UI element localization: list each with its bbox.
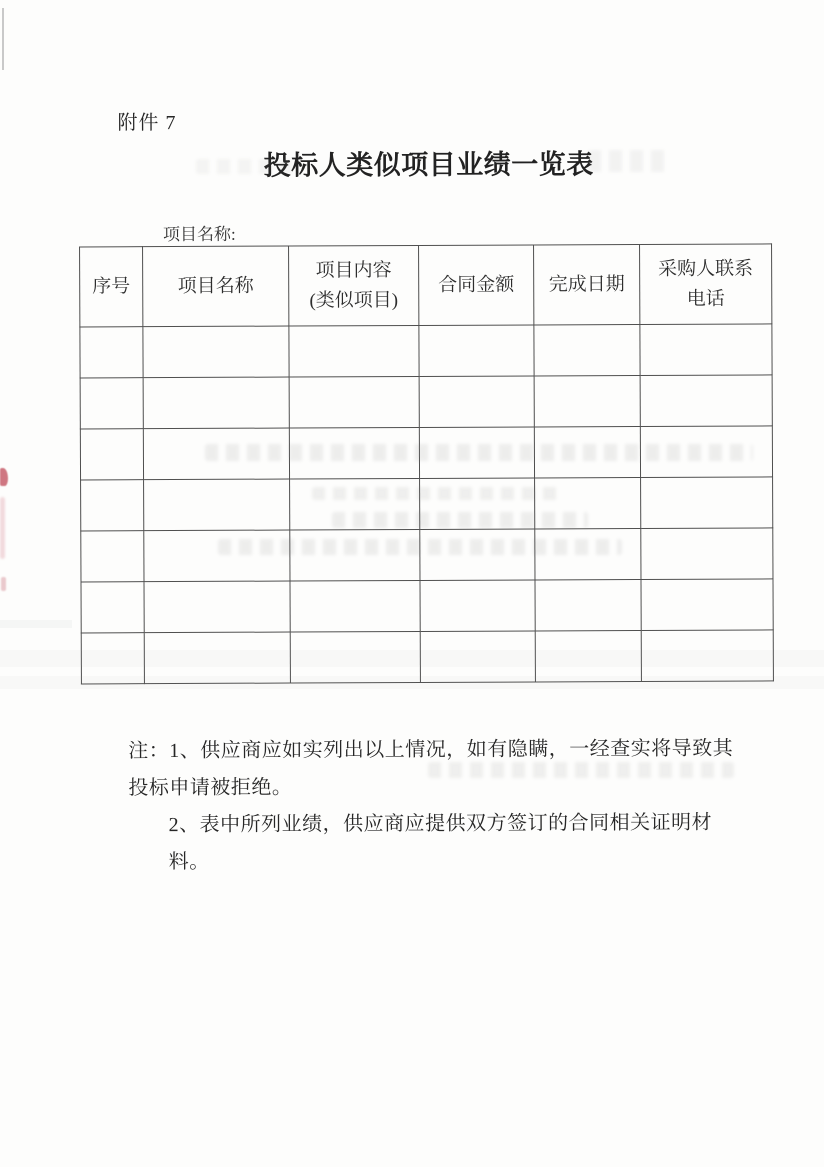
table-row [81,579,773,633]
empty-cell [534,427,640,478]
empty-cell [80,429,143,480]
empty-cell [289,376,419,428]
footnote-line-3: 2、表中所列业绩，供应商应提供双方签订的合同相关证明材料。 [168,811,713,874]
table-row [81,630,773,684]
empty-cell [420,580,535,632]
empty-cell [144,632,290,684]
footnote-line-2: 投标申请被拒绝。 [128,776,293,800]
empty-cell [419,376,534,428]
page-title: 投标人类似项目业绩一览表 [263,149,594,181]
empty-cell [641,477,773,529]
header-contract-amount: 合同金额 [419,245,534,326]
header-purchaser-phone: 采购人联系 电话 [640,244,772,325]
empty-cell [143,326,289,378]
empty-cell [640,375,772,427]
empty-cell [144,479,290,531]
table-row [81,528,773,582]
table-header-row [80,244,772,327]
empty-cell [419,427,534,479]
empty-cell [420,478,535,530]
empty-cell [81,480,144,531]
empty-cell [534,376,640,427]
empty-cell [81,633,144,684]
empty-cell [535,580,641,631]
header-serial-number: 序号 [80,247,143,327]
empty-cell [143,377,289,429]
empty-cell [641,528,773,580]
project-name-label: 项目名称: [162,224,236,245]
empty-cell [420,631,535,683]
empty-cell [290,580,420,632]
empty-cell [419,325,534,377]
empty-cell [289,427,419,479]
similar-projects-table [79,243,774,684]
empty-cell [81,531,144,582]
empty-cell [81,582,144,633]
empty-cell [535,631,641,682]
empty-cell [290,478,420,530]
table-row [80,426,772,480]
header-project-content: 项目内容 (类似项目) [289,245,419,326]
empty-cell [420,529,535,581]
footnote-line-1: 注：1、供应商应如实列出以上情况，如有隐瞒，一经查实将导致其 [128,737,734,763]
attachment-label: 附件 7 [117,112,177,135]
empty-cell [535,529,641,580]
empty-cell [640,324,772,376]
empty-cell [143,428,289,480]
empty-cell [144,581,290,633]
empty-cell [641,630,773,682]
empty-cell [535,478,641,529]
table-body [80,324,774,684]
empty-cell [534,325,640,376]
table-row [80,375,772,429]
footnotes [128,731,735,882]
header-completion-date: 完成日期 [534,245,640,325]
empty-cell [290,631,420,683]
empty-cell [641,579,773,631]
table-row [80,324,772,378]
empty-cell [289,325,419,377]
empty-cell [290,529,420,581]
table-row [81,477,773,531]
empty-cell [640,426,772,478]
header-project-name: 项目名称 [143,246,289,327]
empty-cell [80,378,143,429]
empty-cell [80,327,143,378]
empty-cell [144,530,290,582]
